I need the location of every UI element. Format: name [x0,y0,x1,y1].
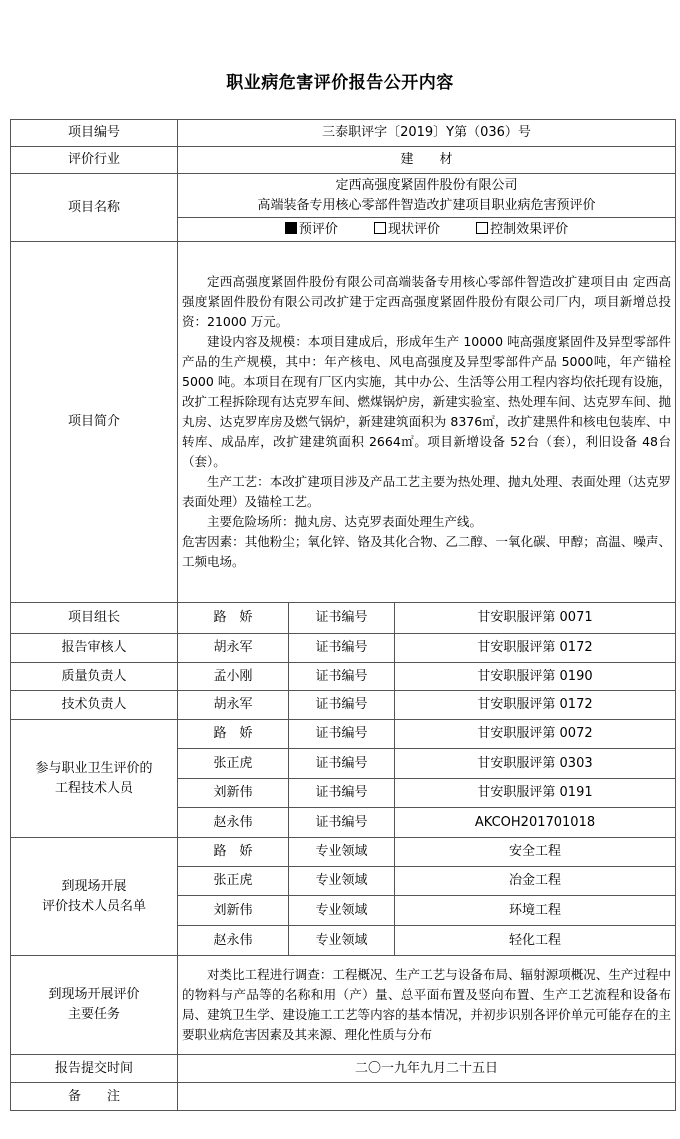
intro-label: 项目简介 [11,242,178,603]
industry-label: 评价行业 [11,147,178,174]
remark-value [178,1083,676,1111]
engineer-cert: 甘安职服评第 0072 [395,720,676,749]
field-label: 专业领域 [289,896,395,926]
cert-label: 证书编号 [289,720,395,749]
row-tasks [11,956,676,1055]
remark-label: 备 注 [11,1083,178,1111]
intro-text [178,242,676,603]
onsite-field: 安全工程 [395,838,676,867]
leader-name: 路 娇 [178,603,289,634]
onsite-field: 轻化工程 [395,926,676,956]
engineer-name: 刘新伟 [178,779,289,808]
quality-name: 孟小刚 [178,663,289,691]
report-table [10,119,676,1111]
tasks-text [178,956,676,1055]
quality-label: 质量负责人 [11,663,178,691]
row-project-no [11,120,676,147]
onsite-field: 环境工程 [395,896,676,926]
row-reviewer [11,634,676,663]
row-project-name [11,174,676,218]
project-name-line1: 定西高强度紧固件股份有限公司 [335,177,518,193]
cert-label: 证书编号 [289,691,395,720]
row-submit [11,1055,676,1083]
engineer-cert: 甘安职服评第 0191 [395,779,676,808]
tech-name: 胡永军 [178,691,289,720]
quality-cert: 甘安职服评第 0190 [395,663,676,691]
option-control-eval [476,220,568,240]
intro-paragraph-3: 生产工艺：本改扩建项目涉及产品工艺主要为热处理、抛丸处理、表面处理（达克罗表面处理）及锚栓工艺。 [182,474,672,509]
engineer-cert: 甘安职服评第 0303 [395,749,676,779]
row-quality [11,663,676,691]
industry-value: 建 材 [178,147,676,174]
engineer-row [11,720,676,749]
submit-date: 二〇一九年九月二十五日 [178,1055,676,1083]
onsite-row [11,838,676,867]
checkbox-checked-icon [285,222,297,234]
tasks-paragraph: 对类比工程进行调查：工程概况、生产工艺与设备布局、辐射源项概况、生产过程中的物料与产品等的名称和用（产）量、总平面布置及竖向布置、生产工艺流程和设备布局、建筑卫生学、建设施工工艺等内容的基本情况，并初步识别各评价单元可能存在的主要职业病危害因素及其来源、理化性质与分布 [182,967,672,1042]
intro-paragraph-1: 定西高强度紧固件股份有限公司高端装备专用核心零部件智造改扩建项目由 定西高强度紧固件股份有限公司改扩建于定西高强度紧固件股份有限公司厂内，项目新增总投资：21000 万元。 [182,274,672,329]
tech-label: 技术负责人 [11,691,178,720]
eval-type-options [178,218,676,242]
project-name-line2: 高端装备专用核心零部件智造改扩建项目职业病危害预评价 [257,197,596,213]
engineer-name: 路 娇 [178,720,289,749]
option-control-eval-label: 控制效果评价 [490,221,569,237]
reviewer-label: 报告审核人 [11,634,178,663]
intro-paragraph-4: 主要危险场所：抛丸房、达克罗表面处理生产线。 [207,514,483,529]
onsite-label-line2: 评价技术人员名单 [41,898,146,914]
intro-paragraph-5: 危害因素：其他粉尘；氧化锌、铬及其化合物、乙二醇、一氧化碳、甲醇；高温、噪声、工频电场。 [182,534,672,569]
onsite-field: 冶金工程 [395,867,676,896]
field-label: 专业领域 [289,926,395,956]
project-name-value [178,174,676,218]
field-label: 专业领域 [289,867,395,896]
onsite-label-line1: 到现场开展 [61,878,127,894]
option-pre-eval-label: 预评价 [298,221,338,237]
option-pre-eval [285,220,338,240]
reviewer-cert: 甘安职服评第 0172 [395,634,676,663]
project-name-label: 项目名称 [11,174,178,242]
option-status-eval-label: 现状评价 [388,221,441,237]
onsite-name: 赵永伟 [178,926,289,956]
cert-label: 证书编号 [289,634,395,663]
option-status-eval [374,220,440,240]
reviewer-name: 胡永军 [178,634,289,663]
row-tech [11,691,676,720]
row-industry [11,147,676,174]
project-no-label: 项目编号 [11,120,178,147]
engineer-name: 张正虎 [178,749,289,779]
row-remark [11,1083,676,1111]
tasks-label-line2: 主要任务 [67,1007,120,1022]
cert-label: 证书编号 [289,808,395,838]
onsite-name: 刘新伟 [178,896,289,926]
leader-label: 项目组长 [11,603,178,634]
engineers-label [11,720,178,838]
row-intro [11,242,676,603]
cert-label: 证书编号 [289,663,395,691]
onsite-label [11,838,178,956]
onsite-name: 张正虎 [178,867,289,896]
page-title: 职业病危害评价报告公开内容 [226,73,454,93]
tasks-label-line1: 到现场开展评价 [48,987,140,1002]
submit-label: 报告提交时间 [11,1055,178,1083]
tasks-label [11,956,178,1055]
cert-label: 证书编号 [289,779,395,808]
onsite-name: 路 娇 [178,838,289,867]
field-label: 专业领域 [289,838,395,867]
cert-label: 证书编号 [289,603,395,634]
checkbox-empty-icon [374,222,386,234]
row-leader [11,603,676,634]
engineer-name: 赵永伟 [178,808,289,838]
engineers-label-line2: 工程技术人员 [54,780,133,796]
tech-cert: 甘安职服评第 0172 [395,691,676,720]
intro-paragraph-2: 建设内容及规模：本项目建成后，形成年生产 10000 吨高强度紧固件及异型零部件产品的生产规模，其中：年产核电、风电高强度及异型零部件产品 5000吨，年产锚栓 5000 吨。本项目在现有厂区内实施，其中办公、生活等公用工程内容均依托现有设施，改扩工程拆除现有达克罗车间、燃煤锅炉房，新建实验室、热处理车间、达克罗车间、抛丸房、达克罗库房及燃气锅炉，新建建筑面积为 8376㎡，改扩建黑件和核电包装库、中转库、成品库，改扩建建筑面积 2664㎡。项目新增设备 52台（套），利旧设备 48台（套）。 [182,334,672,469]
cert-label: 证书编号 [289,749,395,779]
engineer-cert: AKCOH201701018 [395,808,676,838]
engineers-label-line1: 参与职业卫生评价的 [35,760,153,776]
project-no-value: 三泰职评字〔2019〕Y第（036）号 [178,120,676,147]
leader-cert: 甘安职服评第 0071 [395,603,676,634]
checkbox-empty-icon [476,222,488,234]
